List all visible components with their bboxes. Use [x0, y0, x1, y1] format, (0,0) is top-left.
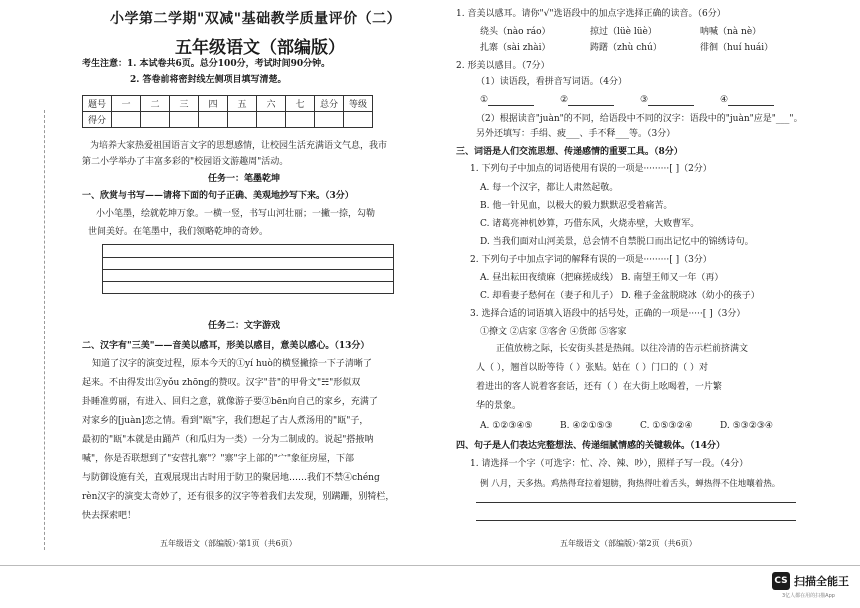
pinyin-option[interactable]: 踌躇（zhù chú） — [590, 43, 662, 53]
option-item[interactable]: A. ①②③④⑤ — [480, 421, 533, 431]
r-q2-title: 2. 形美以感目。（7分） — [456, 61, 550, 71]
pinyin-option[interactable]: 扎寨（sài zhài） — [480, 43, 551, 53]
score-cell[interactable] — [199, 112, 228, 128]
handwriting-box[interactable] — [102, 244, 394, 294]
binding-margin — [44, 110, 47, 550]
r-q4-heading: 四、句子是人们表达完整想法、传递细腻情感的关键载体。（14分） — [456, 441, 726, 451]
score-header-cell: 七 — [286, 96, 315, 112]
r-q4-1: 1. 请选择一个字（可选字：忙、冷、辣、吵），照样子写一段。（4分） — [470, 459, 749, 469]
r-q2-2-line-1: （2）根据读音"juàn"的不同，给语段中不同的汉字：语段中的"juàn"应是"___"。 — [476, 114, 803, 124]
q2-heading: 二、汉字有"三美"——音美以感耳，形美以感目，意美以感心。（13分） — [82, 341, 370, 351]
blank-number: ① — [480, 95, 489, 105]
exam-header-title: 小学第二学期"双减"基础教学质量评价（二） — [110, 11, 402, 27]
camscanner-logo: CS — [772, 572, 790, 590]
scanner-brand-sub: 3亿人都在用的扫描App — [782, 593, 835, 599]
notice-1: 考生注意：1. 本试卷共6页。总分100分，考试时间90分钟。 — [82, 59, 331, 69]
score-header-cell: 题号 — [83, 96, 112, 112]
scan-bottom-divider — [0, 565, 860, 566]
passage-line: 对家乡的[juàn]恋之情。看到"瓯"字，我们想起了古人煮汤用的"瓯"子， — [82, 416, 369, 426]
task1-title: 任务一：笔墨乾坤 — [208, 174, 281, 184]
option-item[interactable]: D. 当我们面对山河美景，总会情不自禁脱口而出记忆中的锦绣诗句。 — [480, 237, 754, 247]
option-item[interactable]: B. 他一针见血，以极大的毅力默默忍受着痛苦。 — [480, 201, 673, 211]
blank-number: ② — [560, 95, 569, 105]
left-footer: 五年级语文（部编版）·第1页（共6页） — [160, 539, 297, 548]
blank-item[interactable] — [480, 94, 534, 106]
score-header-cell: 等级 — [344, 96, 373, 112]
q1-text-line-2: 世间美好。在笔墨中，我们领略乾坤的奇妙。 — [88, 227, 269, 237]
r-q3-1: 1. 下列句子中加点的词语使用有误的一项是·········[ ]（2分） — [470, 164, 712, 174]
r-q3-2: 2. 下列句子中加点字词的解释有误的一项是·········[ ]（3分） — [470, 255, 712, 265]
r-q4-example: 例 八月，天多热。鸡热得耷拉着翅膀，狗热得吐着舌头，蝉热得不住地嚷着热。 — [480, 479, 781, 489]
answer-blank[interactable] — [648, 95, 694, 106]
option-item[interactable]: C. ①⑤③②④ — [640, 421, 693, 431]
score-header-cell: 四 — [199, 96, 228, 112]
passage-line: 知道了汉字的演变过程，原本今天的①yí huò的横竖撇捺一下子清晰了 — [92, 359, 372, 369]
r-q3-3-choices: ①撩文 ②店家 ③客舍 ④货郎 ⑤客家 — [480, 327, 627, 337]
option-item[interactable]: C. 诸葛亮神机妙算，巧借东风，火烧赤壁，大败曹军。 — [480, 219, 700, 229]
passage-line: 正值放榜之际，长安街头甚是热闹。以往冷清的告示栏前挤满文 — [496, 344, 749, 354]
option-item[interactable]: A. 昼出耘田夜绩麻（把麻搓成线） B. 南望王师又一年（再） — [480, 273, 724, 283]
answer-blank[interactable] — [568, 95, 614, 106]
q1-text-line-1: 小小笔墨，绘就乾坤万象。一横一竖，书写山河壮丽；一撇一捺，勾勒 — [96, 209, 376, 219]
r-q3-3: 3. 选择合适的词语填入语段中的括号处，正确的一项是·····[ ]（3分） — [470, 309, 746, 319]
r-q2-2-line-2: 另外还填写：手绢、疲___、手不释___等。（3分） — [476, 129, 676, 139]
passage-line: rèn汉字的演变太奇妙了，还有很多的汉字等着我们去发现，别蹒跚，别犄栏， — [82, 492, 395, 502]
writing-line — [103, 281, 393, 282]
right-footer: 五年级语文（部编版）·第2页（共6页） — [560, 539, 697, 548]
blank-number: ③ — [640, 95, 649, 105]
score-row-label: 得分 — [83, 112, 112, 128]
score-cell[interactable] — [344, 112, 373, 128]
pinyin-option[interactable]: 徘徊（huí huái） — [700, 43, 774, 53]
passage-line: 起来。不由得发出②yǒu zhōng的赞叹。汉字"昔"的甲骨文"☵"形似双 — [82, 378, 361, 388]
left-page — [60, 0, 450, 560]
passage-line: 与防御设施有关，直观展现出古时用于防卫的聚居地……我们不禁④chéng — [82, 473, 380, 483]
right-page — [450, 0, 840, 560]
score-cell[interactable] — [257, 112, 286, 128]
passage-line: 最初的"瓯"本就是由踊芦（和瓜归为一类）一分为二制成的。说起"搭掖呐 — [82, 435, 374, 445]
answer-blank[interactable] — [488, 95, 534, 106]
intro-line-1: 为培养大家热爱祖国语言文字的思想感情，让校园生活充满语文气息，我市 — [90, 141, 388, 151]
pinyin-option[interactable]: 绕头（nào ráo） — [480, 27, 551, 37]
score-table — [82, 95, 373, 128]
scanner-brand-name: 扫描全能王 — [794, 575, 849, 588]
r-q2-1: （1）读语段，看拼音写词语。（4分） — [476, 77, 627, 87]
blank-item[interactable] — [640, 94, 694, 106]
passage-line: 卦睡准剪丽，有进入、回归之意，就像游子要③bēn向自己的家乡，充满了 — [82, 397, 378, 407]
r-q3-heading: 三、词语是人们交流思想、传递感情的重要工具。（8分） — [456, 147, 683, 157]
option-item[interactable]: A. 每一个汉字，都让人肃然起敬。 — [480, 183, 619, 193]
blank-item[interactable] — [560, 94, 614, 106]
r-q3-3-passage — [476, 340, 826, 416]
pinyin-option[interactable]: 掠过（lüè lüè） — [590, 27, 657, 37]
passage-line: 快去探索吧！ — [82, 511, 137, 521]
writing-line — [103, 257, 393, 258]
option-item[interactable]: C. 却看妻子愁何在（妻子和儿子） D. 稚子金盆脱晓冰（幼小的孩子） — [480, 291, 760, 301]
intro-line-2: 第二小学举办了丰富多彩的"校园语文游趣周"活动。 — [82, 157, 289, 167]
answer-blank[interactable] — [728, 95, 774, 106]
r-q1-title: 1. 音美以感耳。请你"√"选语段中的加点字选择正确的读音。（6分） — [456, 9, 726, 19]
score-cell[interactable] — [112, 112, 141, 128]
score-header-cell: 六 — [257, 96, 286, 112]
score-cell[interactable] — [170, 112, 199, 128]
writing-line — [103, 269, 393, 270]
passage-line: 华的景象。 — [476, 401, 522, 411]
score-header-cell: 五 — [228, 96, 257, 112]
score-table-header-row — [83, 96, 373, 112]
q1-heading: 一、欣赏与书写——请将下面的句子正确、美观地抄写下来。（3分） — [82, 191, 354, 201]
option-item[interactable]: B. ④②①⑤③ — [560, 421, 613, 431]
score-header-cell: 总分 — [315, 96, 344, 112]
q2-passage — [82, 355, 432, 526]
score-table-score-row — [83, 112, 373, 128]
exam-subtitle: 五年级语文（部编版） — [175, 38, 345, 58]
blank-item[interactable] — [720, 94, 774, 106]
score-cell[interactable] — [141, 112, 170, 128]
blank-number: ④ — [720, 95, 729, 105]
task2-title: 任务二：文字游戏 — [208, 321, 281, 331]
answer-line[interactable] — [476, 502, 796, 503]
score-cell[interactable] — [228, 112, 257, 128]
score-cell[interactable] — [286, 112, 315, 128]
notice-2: 2. 答卷前将密封线左侧项目填写清楚。 — [130, 75, 287, 85]
score-header-cell: 一 — [112, 96, 141, 112]
answer-line[interactable] — [476, 520, 796, 521]
passage-line: 喊"，你是否联想到了"安营扎寨"？"寨"字上部的"宀"象征房屋，下部 — [82, 454, 354, 464]
pinyin-option[interactable]: 呐喊（nà nè） — [700, 27, 762, 37]
score-cell[interactable] — [315, 112, 344, 128]
option-item[interactable]: D. ⑤③②③④ — [720, 421, 773, 431]
score-header-cell: 三 — [170, 96, 199, 112]
passage-line: 人（ ），翘首以盼等待（ ）张贴。姑在（ ）门口的（ ）对 — [476, 363, 708, 373]
score-header-cell: 二 — [141, 96, 170, 112]
passage-line: 着进出的客人说着客套话，还有（ ）在大街上吆喝着，一片繁 — [476, 382, 722, 392]
